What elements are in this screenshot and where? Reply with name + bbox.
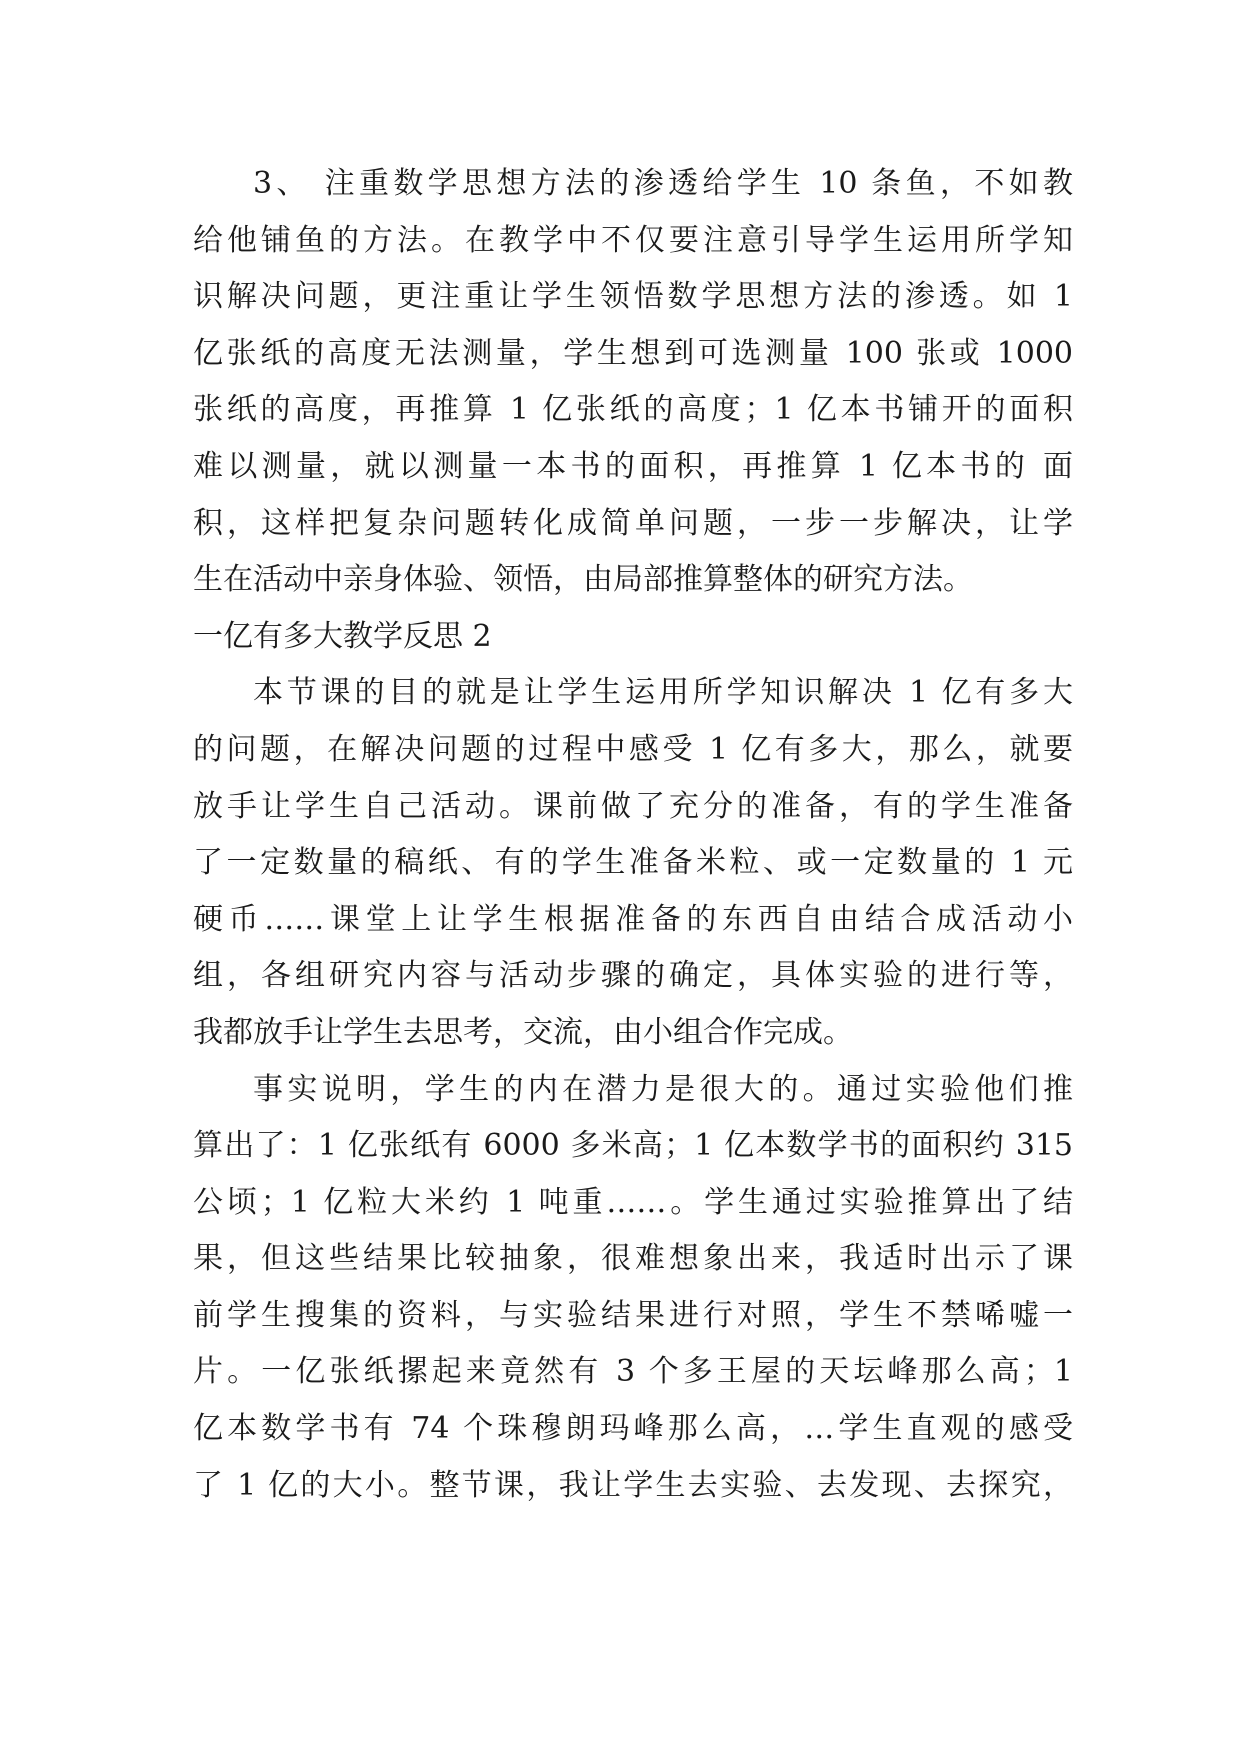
text-line: 难以测量，就以测量一本书的面积，再推算 1 亿本书的 面 — [193, 448, 1073, 484]
text-line: 片。一亿张纸摞起来竟然有 3 个多王屋的天坛峰那么高；1 — [193, 1354, 1073, 1390]
text-line: 的问题，在解决问题的过程中感受 1 亿有多大，那么，就要 — [193, 731, 1073, 767]
text-line: 张纸的高度，再推算 1 亿张纸的高度；1 亿本书铺开的面积 — [193, 392, 1073, 428]
heading-text: 一亿有多大教学反思 2 — [193, 618, 492, 654]
text-line: 我都放手让学生去思考，交流，由小组合作完成。 — [193, 1014, 853, 1050]
text-line: 积，这样把复杂问题转化成简单问题，一步一步解决，让学 — [193, 505, 1073, 541]
text-line: 亿本数学书有 74 个珠穆朗玛峰那么高，…学生直观的感受 — [193, 1411, 1073, 1447]
paragraph-purpose — [193, 665, 1073, 1061]
text-line: 放手让学生自己活动。课前做了充分的准备，有的学生准备 — [193, 788, 1073, 824]
text-line: 生在活动中亲身体验、领悟，由局部推算整体的研究方法。 — [193, 562, 973, 598]
text-line: 亿张纸的高度无法测量，学生想到可选测量 100 张或 1000 — [193, 335, 1073, 371]
text-line: 组，各组研究内容与活动步骤的确定，具体实验的进行等， — [193, 958, 1073, 994]
document-body — [193, 156, 1073, 1514]
text-line: 事实说明，学生的内在潜力是很大的。通过实验他们推 — [253, 1071, 1073, 1107]
text-line: 3、 注重数学思想方法的渗透给学生 10 条鱼，不如教 — [253, 166, 1073, 201]
text-line: 了一定数量的稿纸、有的学生准备米粒、或一定数量的 1 元 — [193, 845, 1073, 881]
text-line: 前学生搜集的资料，与实验结果进行对照，学生不禁唏嘘一 — [193, 1297, 1073, 1333]
text-line: 硬币……课堂上让学生根据准备的东西自由结合成活动小 — [193, 901, 1073, 937]
paragraph-facts — [193, 1062, 1073, 1515]
text-line: 给他铺鱼的方法。在教学中不仅要注意引导学生运用所学知 — [193, 222, 1073, 258]
section-heading — [193, 609, 1073, 666]
text-line: 算出了：1 亿张纸有 6000 多米高；1 亿本数学书的面积约 315 — [193, 1128, 1073, 1164]
paragraph-strategy — [193, 156, 1073, 609]
text-line: 果，但这些结果比较抽象，很难想象出来，我适时出示了课 — [193, 1241, 1073, 1277]
text-line: 了 1 亿的大小。整节课，我让学生去实验、去发现、去探究， — [193, 1467, 1073, 1503]
text-line: 识解决问题，更注重让学生领悟数学思想方法的渗透。如 1 — [193, 279, 1073, 315]
text-line: 本节课的目的就是让学生运用所学知识解决 1 亿有多大 — [253, 675, 1073, 711]
text-line: 公顷；1 亿粒大米约 1 吨重……。学生通过实验推算出了结 — [193, 1184, 1073, 1220]
